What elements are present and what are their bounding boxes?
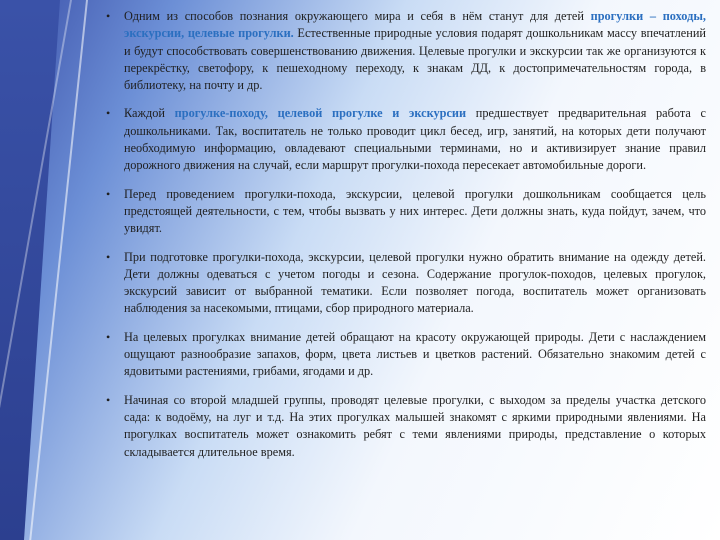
paragraph-text: На целевых прогулках внимание детей обращают на красоту окружающей природы. Дети с наслаждением ощущают разнообразие запахов, форм, цвета листьев и цветков растений. Обязательно знакомим детей с ядовитыми растениями, грибами, ягодами и др. (124, 329, 706, 379)
bullet-icon: • (106, 9, 111, 23)
bullet-icon: • (106, 106, 111, 121)
paragraph-clothing (106, 249, 706, 318)
paragraph-highlight: прогулке-походу, целевой прогулке и экскурсии (174, 106, 467, 121)
paragraph-text: При подготовке прогулки-похода, экскурсии, целевой прогулки нужно обратить внимание на одежду детей. Дети должны одеваться с учетом погоды и сезона. Содержание прогулок-походов, целевых прогулок, экскурсий зависит от выбранной тематики. Если позволяет погода, воспитатель может организовать наблюдения за насекомыми, птицами, сбор природного материала. (124, 249, 706, 316)
bullet-icon: • (106, 329, 111, 344)
paragraph-text: Каждой (124, 106, 175, 121)
bullet-icon: • (106, 392, 111, 407)
paragraph-text: Естественные природные условия подарят дошкольникам массу впечатлений и будут способствовать совершенствованию движения. Целевые прогулки и экскурсии так же организуются к перекрёстку, светофору, к пешеходному переходу, к знакам ДД, к достопримечательностям города, в библиотеку, на почту и др. (124, 26, 706, 93)
paragraph-text: Начиная со второй младшей группы, проводят целевые прогулки, с выходом за пределы участка детского сада: к водоёму, на луг и т.д. На этих прогулках малышей знакомят с яркими природными явлениями. На прогулках воспитатель может ознакомить ребят с теми явлениями природы, представление о которых складывается длительное время. (124, 392, 706, 459)
decorative-side-band (0, 0, 60, 540)
paragraph-younger-group (106, 392, 706, 461)
paragraph-text: Одним из способов познания окружающего мира и себя в нём станут для детей (124, 9, 591, 23)
slide-text-body (106, 8, 706, 472)
paragraph-nature (106, 329, 706, 381)
paragraph-text: предшествует предварительная работа с дошкольниками. Так, воспитатель не только проводит цикл бесед, игр, занятий, на которых дети получают необходимую информацию, овладевают специальными терминами, но и активизирует знание правил дорожного движения на случай, если маршрут прогулки-похода пересекает автомобильные дороги. (124, 106, 706, 173)
paragraph-text: Перед проведением прогулки-похода, экскурсии, целевой прогулки дошкольникам сообщается цель предстоящей деятельности, с тем, чтобы вызвать у них интерес. Дети должны знать, куда пойдут, зачем, что увидят. (124, 186, 706, 236)
bullet-icon: • (106, 186, 111, 201)
paragraph-excursions-intro (106, 8, 706, 94)
bullet-icon: • (106, 249, 111, 264)
paragraph-highlight: прогулки – походы, экскурсии, целевые прогулки. (124, 9, 706, 41)
paragraph-goal (106, 186, 706, 238)
paragraph-preparation (106, 105, 706, 174)
